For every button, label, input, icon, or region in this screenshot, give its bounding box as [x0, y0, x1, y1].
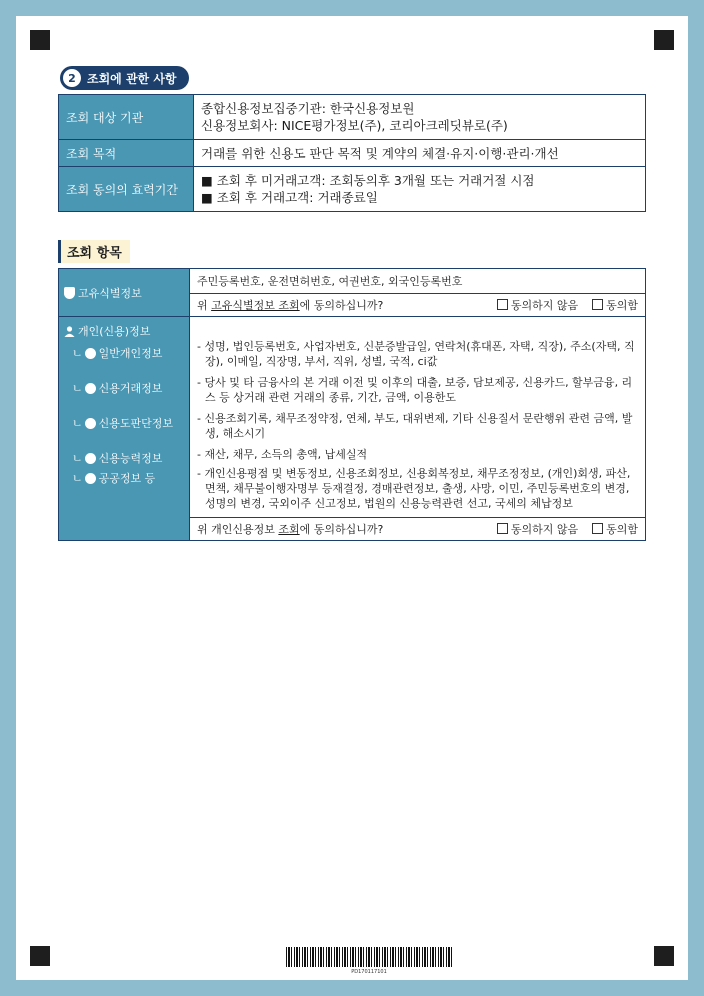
ability-icon	[85, 453, 96, 464]
question-prefix: 위	[197, 299, 212, 312]
info-label: 조회 목적	[59, 140, 194, 167]
unique-id-options	[497, 297, 638, 313]
unique-id-question-row	[190, 294, 646, 317]
shield-icon	[64, 287, 75, 299]
barcode-text: PD170117101	[351, 969, 387, 975]
info-value	[194, 140, 646, 167]
sub-label-public	[64, 470, 184, 486]
personal-label-row	[64, 323, 184, 339]
info-line: 신용정보회사: NICE평가정보(주), 코리아크레딧뷰로(주)	[201, 118, 508, 133]
question-prefix: 위 개인신용정보	[197, 523, 279, 536]
option-label: 동의하지 않음	[510, 299, 579, 312]
checkbox[interactable]	[497, 299, 508, 310]
checkbox[interactable]	[592, 523, 603, 534]
sub-desc-general: - 성명, 법인등록번호, 사업자번호, 신분증발급일, 연락처(휴대폰, 자택, 직장), 주소(자택, 직장), 이메일, 직장명, 부서, 직위, 성별, 국적, ci값	[197, 340, 635, 368]
info-label: 조회 동의의 효력기간	[59, 167, 194, 212]
personal-options	[497, 521, 638, 537]
sub-desc-credit-judgment: - 신용조회기록, 채무조정약정, 연체, 부도, 대위변제, 기타 신용질서 문란행위 관련 금액, 발생, 해소시기	[197, 412, 633, 440]
sub-label-credit-trade	[64, 380, 184, 396]
option-label: 동의함	[606, 299, 638, 312]
registration-mark	[30, 30, 50, 50]
info-value	[194, 167, 646, 212]
question-underlined: 고유식별정보 조회	[211, 299, 300, 312]
sub-label-text: 공공정보 등	[98, 472, 156, 485]
question-underlined: 조회	[278, 523, 300, 536]
personal-disagree-option[interactable]	[497, 523, 578, 536]
inquiry-items-table	[58, 268, 646, 541]
sub-prefix: ㄴ	[72, 417, 83, 430]
sub-prefix: ㄴ	[72, 472, 83, 485]
unique-id-agree-option[interactable]	[592, 299, 638, 312]
personal-question	[197, 521, 383, 537]
sub-prefix: ㄴ	[72, 382, 83, 395]
question-suffix: 에 동의하십니까?	[299, 523, 384, 536]
items-title: 조회 항목	[58, 240, 130, 263]
info-icon	[85, 473, 96, 484]
info-label: 조회 대상 기관	[59, 95, 194, 140]
section-number: 2	[63, 69, 81, 87]
registration-mark	[30, 946, 50, 966]
personal-question-row	[190, 518, 646, 541]
sub-label-text: 신용능력정보	[98, 452, 163, 465]
document-page	[16, 16, 688, 980]
sub-label-credit-ability	[64, 450, 184, 466]
checkbox[interactable]	[592, 299, 603, 310]
sub-label-text: 신용거래정보	[98, 382, 163, 395]
sub-label-text: 일반개인정보	[98, 347, 163, 360]
option-label: 동의함	[606, 523, 638, 536]
option-label: 동의하지 않음	[510, 523, 579, 536]
unique-id-label: 고유식별정보	[78, 286, 142, 300]
personal-label-cell	[59, 317, 190, 541]
unique-id-disagree-option[interactable]	[497, 299, 578, 312]
sub-desc-public: - 개인신용평점 및 변동정보, 신용조회정보, 신용회복정보, 채무조정정보, (개인)회생, 파산, 면책, 채무불이행자명부 등재결정, 경매관련정보, 출생, 사망, 이민, 주민등록번호의 변경, 성명의 변경, 국외이주 신고정보, 법원의 신용능력관련 선고, 국세의 체납정보	[197, 467, 631, 510]
personal-agree-option[interactable]	[592, 523, 638, 536]
section-title	[60, 66, 189, 90]
unique-id-content: 주민등록번호, 운전면허번호, 여권번호, 외국인등록번호	[190, 269, 646, 294]
sub-label-general	[64, 345, 184, 361]
circle-icon	[85, 348, 96, 359]
sub-desc-credit-trade: - 당사 및 타 금융사의 본 거래 이전 및 이후의 대출, 보증, 담보제공, 신용카드, 할부금융, 리스 등 상거래 관련 거래의 종류, 기간, 금액, 이용한도	[197, 376, 633, 404]
personal-label: 개인(신용)정보	[78, 325, 151, 338]
info-line: 거래를 위한 신용도 판단 목적 및 계약의 체결·유지·이행·관리·개선	[201, 145, 559, 161]
registration-mark	[654, 30, 674, 50]
inquiry-info-table	[58, 94, 646, 212]
unique-id-label-cell	[59, 269, 190, 317]
person-icon	[64, 326, 75, 337]
checkbox[interactable]	[497, 523, 508, 534]
info-line: ■ 조회 후 미거래고객: 조회동의후 3개월 또는 거래거절 시점	[201, 173, 535, 188]
chart-icon	[85, 418, 96, 429]
registration-mark	[654, 946, 674, 966]
sub-desc-credit-ability: - 재산, 채무, 소득의 총액, 납세실적	[197, 448, 368, 461]
info-line: ■ 조회 후 거래고객: 거래종료일	[201, 190, 378, 205]
sub-prefix: ㄴ	[72, 452, 83, 465]
sub-label-credit-judgment	[64, 415, 184, 431]
sub-prefix: ㄴ	[72, 347, 83, 360]
question-suffix: 에 동의하십니까?	[299, 299, 384, 312]
unique-id-question	[197, 297, 383, 313]
exchange-icon	[85, 383, 96, 394]
sub-label-text: 신용도판단정보	[98, 417, 174, 430]
personal-content	[190, 317, 646, 518]
info-value	[194, 95, 646, 140]
info-line: 종합신용정보집중기관: 한국신용정보원	[201, 101, 415, 116]
barcode	[286, 947, 452, 967]
section-title-text: 조회에 관한 사항	[87, 71, 177, 86]
